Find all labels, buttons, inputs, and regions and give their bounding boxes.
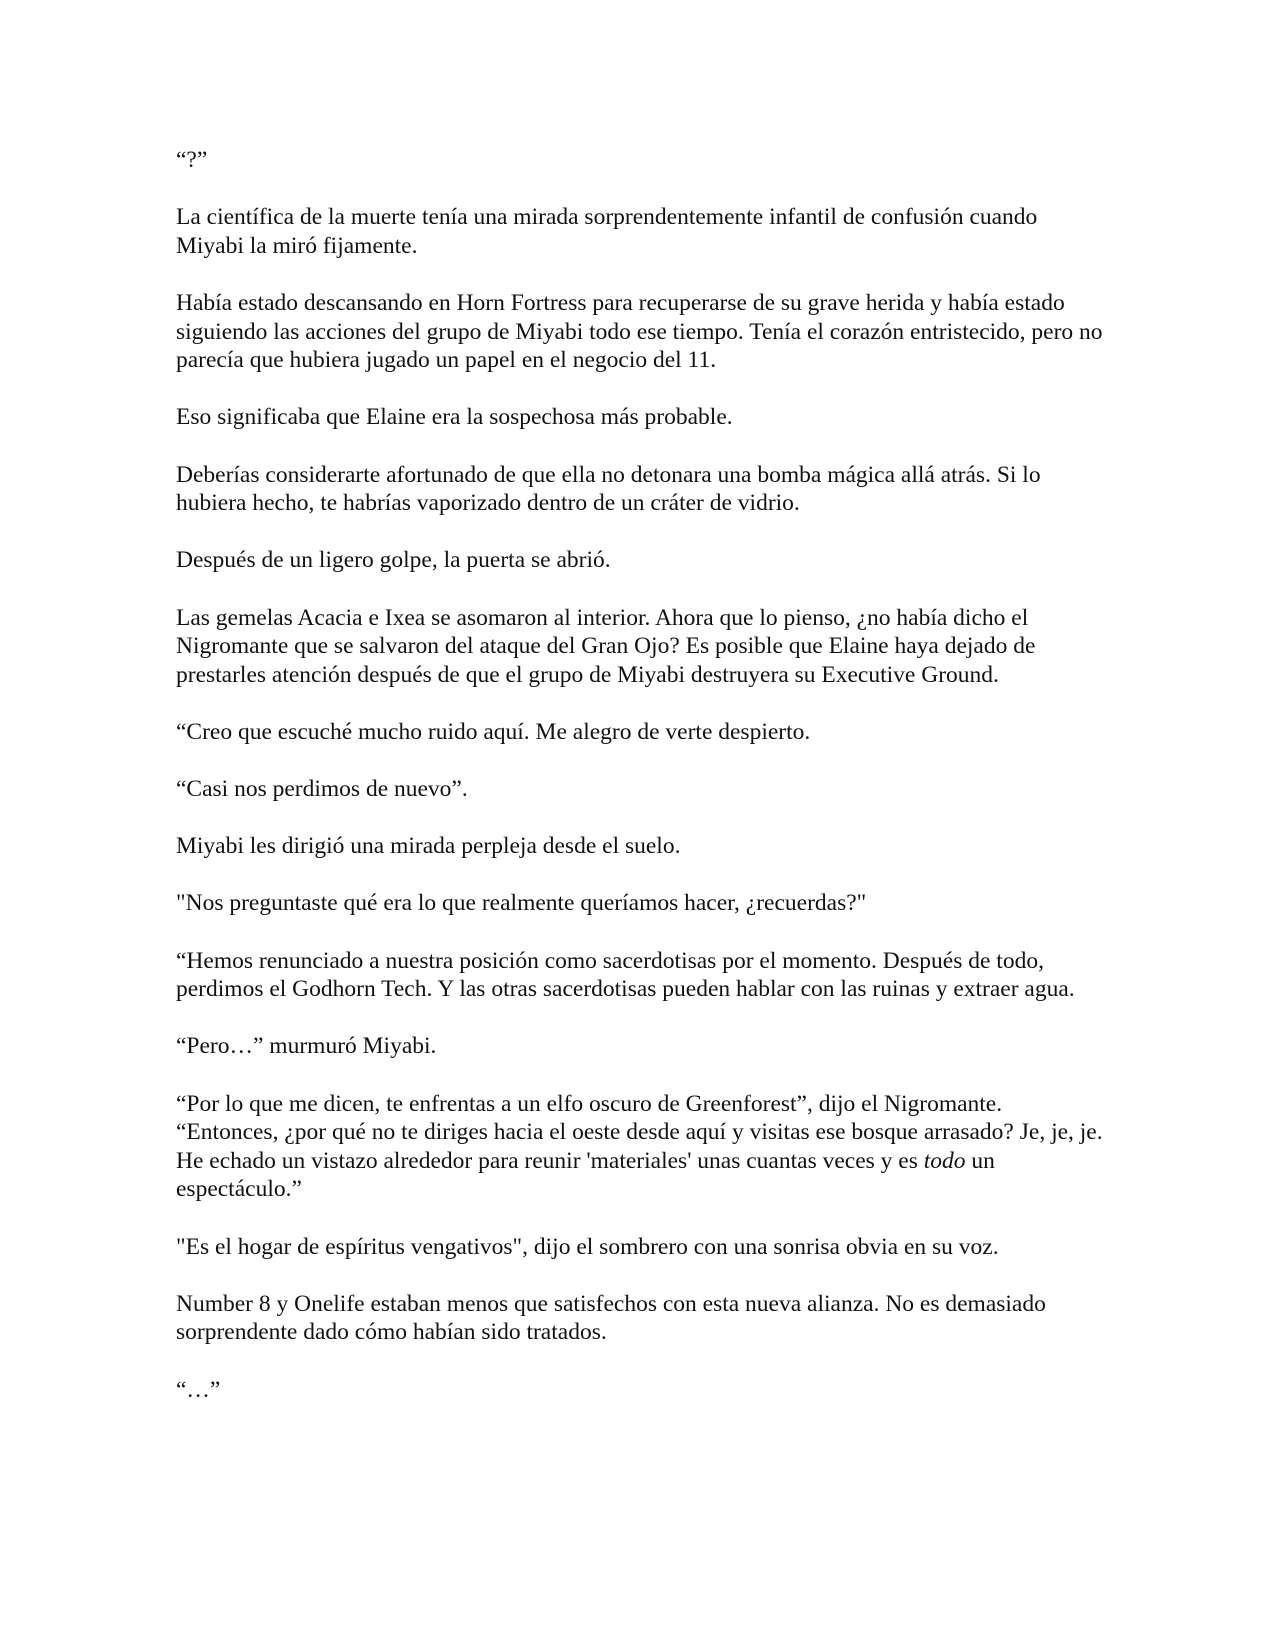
paragraph: “Pero…” murmuró Miyabi.	[176, 1033, 437, 1060]
text-run: “Por lo que me dicen, te enfrentas a un elfo oscuro de Greenforest”, dijo el Nigromante. “Entonces, ¿por qué no te diriges hacia el oeste desde aquí y visitas ese bosque arrasado? Je, je, je. He echado un vistazo alrededor para reunir 'materiales' unas cuantas veces y es	[176, 1090, 1103, 1174]
paragraph-necromancer	[176, 1090, 1106, 1204]
emphasis-text: todo	[923, 1147, 966, 1174]
paragraph-question-mark: “?”	[176, 147, 208, 173]
paragraph: Las gemelas Acacia e Ixea se asomaron al interior. Ahora que lo pienso, ¿no había dicho el Nigromante que se salvaron del ataque del Gran Ojo? Es posible que Elaine haya dejado de prestarles atención después de que el grupo de Miyabi destruyera su Executive Ground.	[176, 604, 1036, 688]
paragraph: “Hemos renunciado a nuestra posición como sacerdotisas por el momento. Después de todo, perdimos el Godhorn Tech. Y las otras sacerdotisas pueden hablar con las ruinas y extraer agua.	[176, 947, 1075, 1003]
paragraph: Había estado descansando en Horn Fortress para recuperarse de su grave herida y había estado siguiendo las acciones del grupo de Miyabi todo ese tiempo. Tenía el corazón entristecido, pero no parecía que hubiera jugado un papel en el negocio del 11.	[176, 289, 1103, 374]
paragraph: Después de un ligero golpe, la puerta se abrió.	[176, 547, 611, 574]
document-body	[176, 146, 1106, 1404]
paragraph: La científica de la muerte tenía una mirada sorprendentemente infantil de confusión cuando Miyabi la miró fijamente.	[176, 204, 1038, 259]
paragraph: Eso significaba que Elaine era la sospechosa más probable.	[176, 404, 733, 431]
paragraph: "Es el hogar de espíritus vengativos", dijo el sombrero con una sonrisa obvia en su voz.	[176, 1233, 999, 1260]
paragraph-ellipsis: “…”	[176, 1376, 221, 1403]
paragraph: Number 8 y Onelife estaban menos que satisfechos con esta nueva alianza. No es demasiado sorprendente dado cómo habían sido tratados.	[176, 1290, 1046, 1346]
paragraph: Deberías considerarte afortunado de que ella no detonara una bomba mágica allá atrás. Si lo hubiera hecho, te habrías vaporizado dentro de un cráter de vidrio.	[176, 461, 1041, 517]
paragraph: “Creo que escuché mucho ruido aquí. Me alegro de verte despierto.	[176, 718, 811, 745]
paragraph: Miyabi les dirigió una mirada perpleja desde el suelo.	[176, 833, 681, 860]
paragraph: "Nos preguntaste qué era lo que realmente queríamos hacer, ¿recuerdas?"	[176, 890, 867, 917]
paragraph: “Casi nos perdimos de nuevo”.	[176, 776, 468, 803]
text-run: un espectáculo.”	[176, 1147, 995, 1203]
